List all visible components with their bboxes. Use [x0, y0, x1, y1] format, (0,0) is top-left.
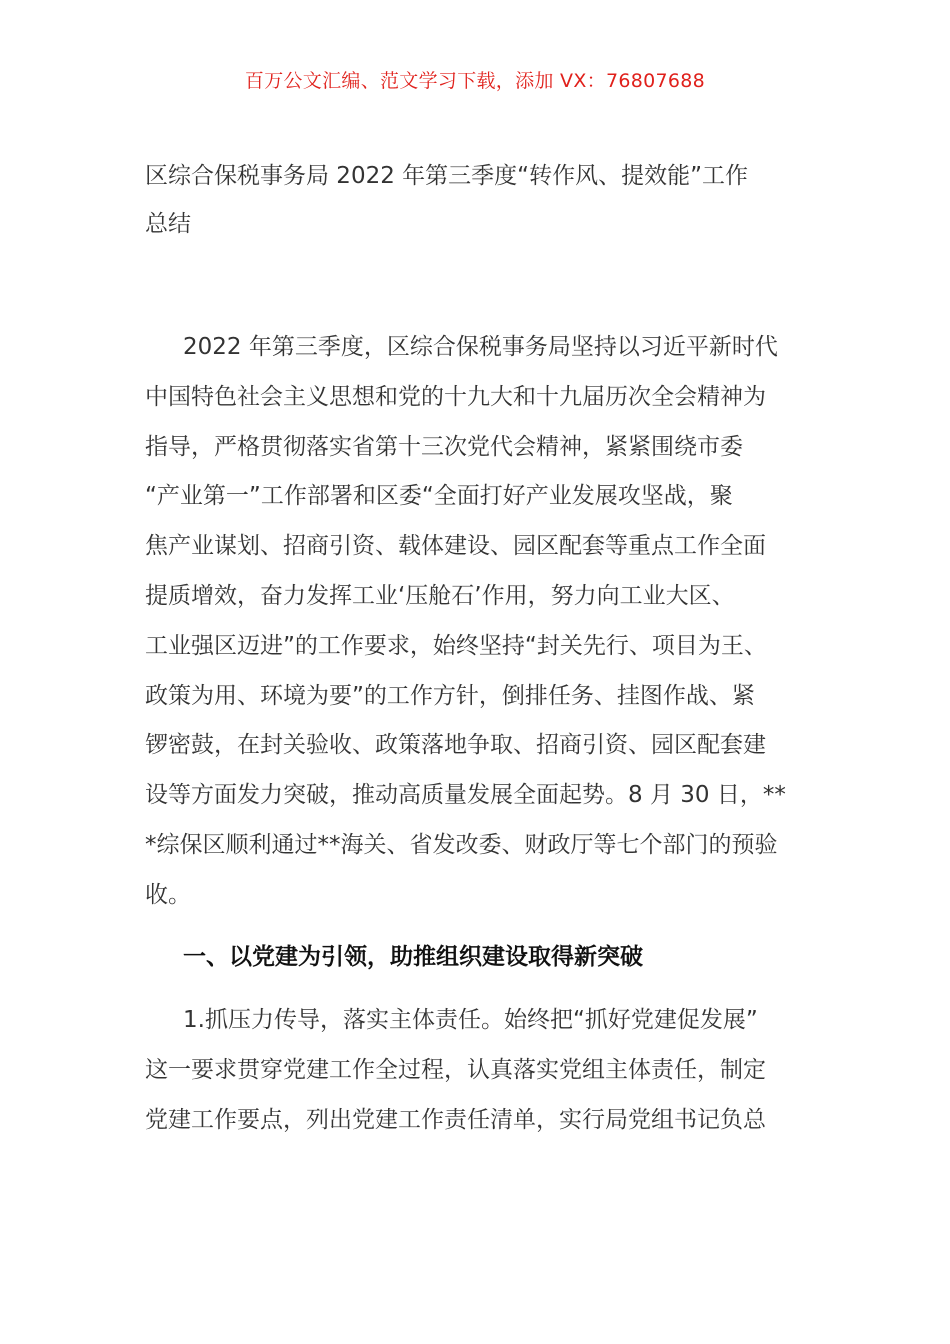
title-line: 区综合保税事务局 2022 年第三季度“转作风、提效能”工作 — [145, 163, 748, 189]
paragraph-line: 政策为用、环境为要”的工作方针，倒排任务、挂图作战、紧 — [145, 682, 755, 709]
paragraph-line: 工业强区迈进”的工作要求，始终坚持“封关先行、项目为王、 — [145, 632, 767, 659]
section-heading: 一、以党建为引领，助推组织建设取得新突破 — [183, 944, 643, 970]
paragraph-line: 锣密鼓，在封关验收、政策落地争取、招商引资、园区配套建 — [145, 732, 766, 759]
paragraph-line: 这一要求贯穿党建工作全过程，认真落实党组主体责任，制定 — [145, 1057, 766, 1083]
paragraph-line: 焦产业谋划、招商引资、载体建设、园区配套等重点工作全面 — [145, 533, 766, 560]
title-line: 总结 — [145, 211, 191, 237]
paragraph-line: 收。 — [145, 881, 191, 908]
paragraph-line: 党建工作要点，列出党建工作责任清单，实行局党组书记负总 — [145, 1107, 766, 1133]
paragraph-line: *综保区顺利通过**海关、省发改委、财政厅等七个部门的预验 — [145, 831, 778, 858]
intro-paragraph — [145, 323, 815, 921]
paragraph-line: 1.抓压力传导，落实主体责任。始终把“抓好党建促发展” — [183, 1007, 758, 1033]
paragraph-line: 中国特色社会主义思想和党的十九大和十九届历次全会精神为 — [145, 383, 766, 410]
paragraph-line: 指导，严格贯彻落实省第十三次党代会精神，紧紧围绕市委 — [145, 433, 743, 460]
paragraph-line: “产业第一”工作部署和区委“全面打好产业发展攻坚战，聚 — [145, 483, 733, 510]
paragraph-line: 设等方面发力突破，推动高质量发展全面起势。8 月 30 日，** — [145, 782, 786, 809]
paragraph-line: 2022 年第三季度，区综合保税事务局坚持以习近平新时代 — [183, 334, 778, 360]
section1-paragraph — [145, 995, 815, 1145]
document-title — [145, 152, 800, 248]
paragraph-line: 提质增效，奋力发挥工业‘压舱石’作用，努力向工业大区、 — [145, 582, 735, 609]
header-banner: 百万公文汇编、范文学习下载，添加 VX：76807688 — [244, 70, 706, 92]
